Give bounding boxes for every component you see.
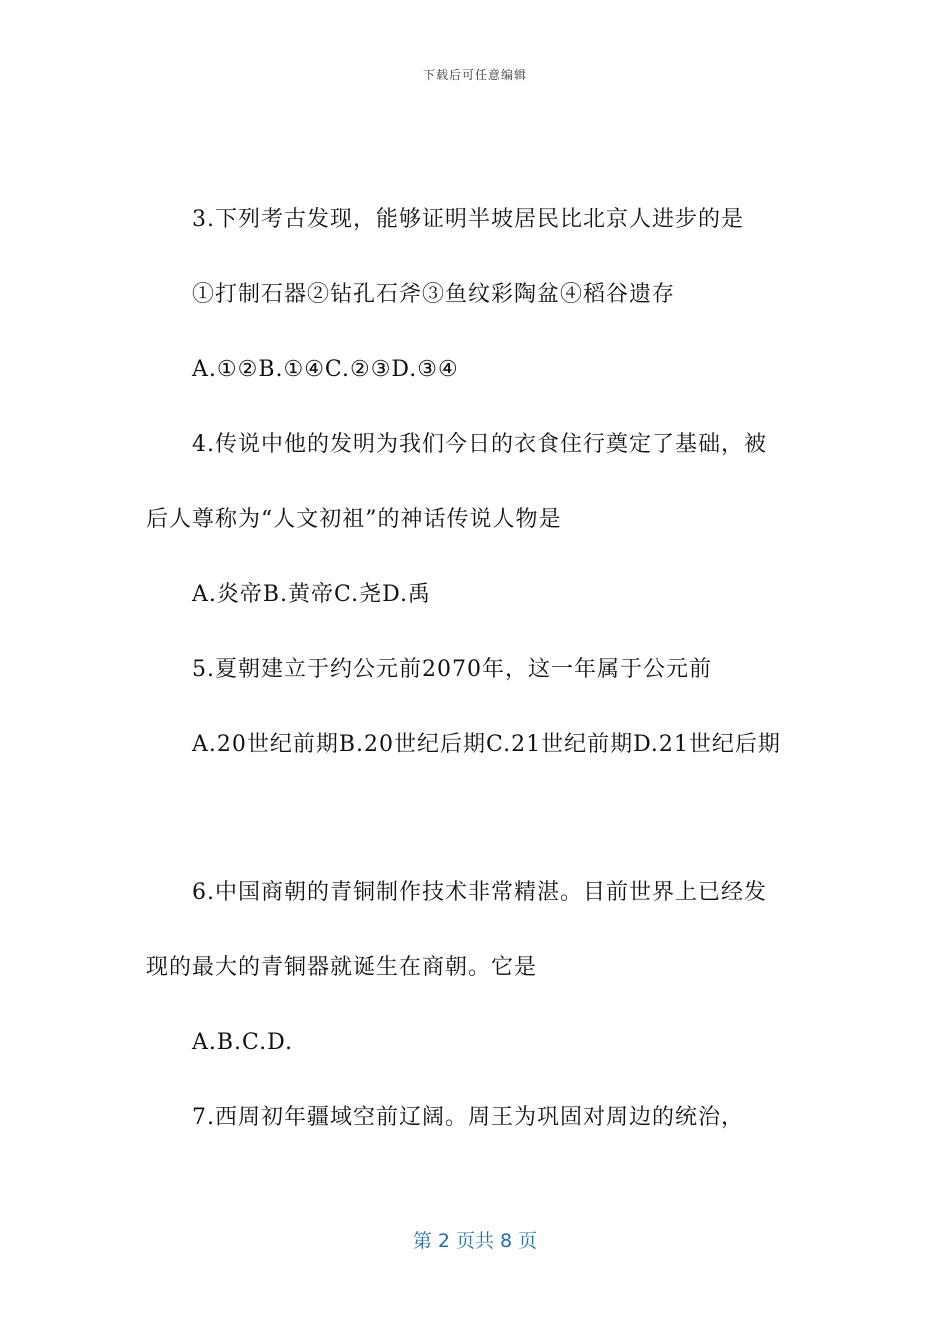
question-5-options: A.20世纪前期B.20世纪后期C.21世纪前期D.21世纪后期 <box>192 732 781 757</box>
page-footer: 第 2 页共 8 页 <box>412 1230 538 1252</box>
question-3-options: A.①②B.①④C.②③D.③④ <box>192 357 459 382</box>
question-4-stem-line2: 后人尊称为“人文初祖”的神话传说人物是 <box>146 507 562 532</box>
question-3-stem: 3.下列考古发现，能够证明半坡居民比北京人进步的是 <box>192 207 744 232</box>
question-6-options: A.B.C.D. <box>192 1030 293 1055</box>
question-5-stem: 5.夏朝建立于约公元前2070年，这一年属于公元前 <box>192 657 712 682</box>
question-6-stem-line2: 现的最大的青铜器就诞生在商朝。它是 <box>146 955 538 980</box>
question-6-stem-line1: 6.中国商朝的青铜制作技术非常精湛。目前世界上已经发 <box>192 880 767 905</box>
question-4-options: A.炎帝B.黄帝C.尧D.禹 <box>192 582 431 607</box>
question-4-stem-line1: 4.传说中他的发明为我们今日的衣食住行奠定了基础，被 <box>192 432 767 457</box>
question-7-stem: 7.西周初年疆域空前辽阔。周王为巩固对周边的统治， <box>192 1105 744 1130</box>
question-3-items: ①打制石器②钻孔石斧③鱼纹彩陶盆④稻谷遗存 <box>192 282 676 307</box>
page-header: 下载后可任意编辑 <box>422 68 527 82</box>
